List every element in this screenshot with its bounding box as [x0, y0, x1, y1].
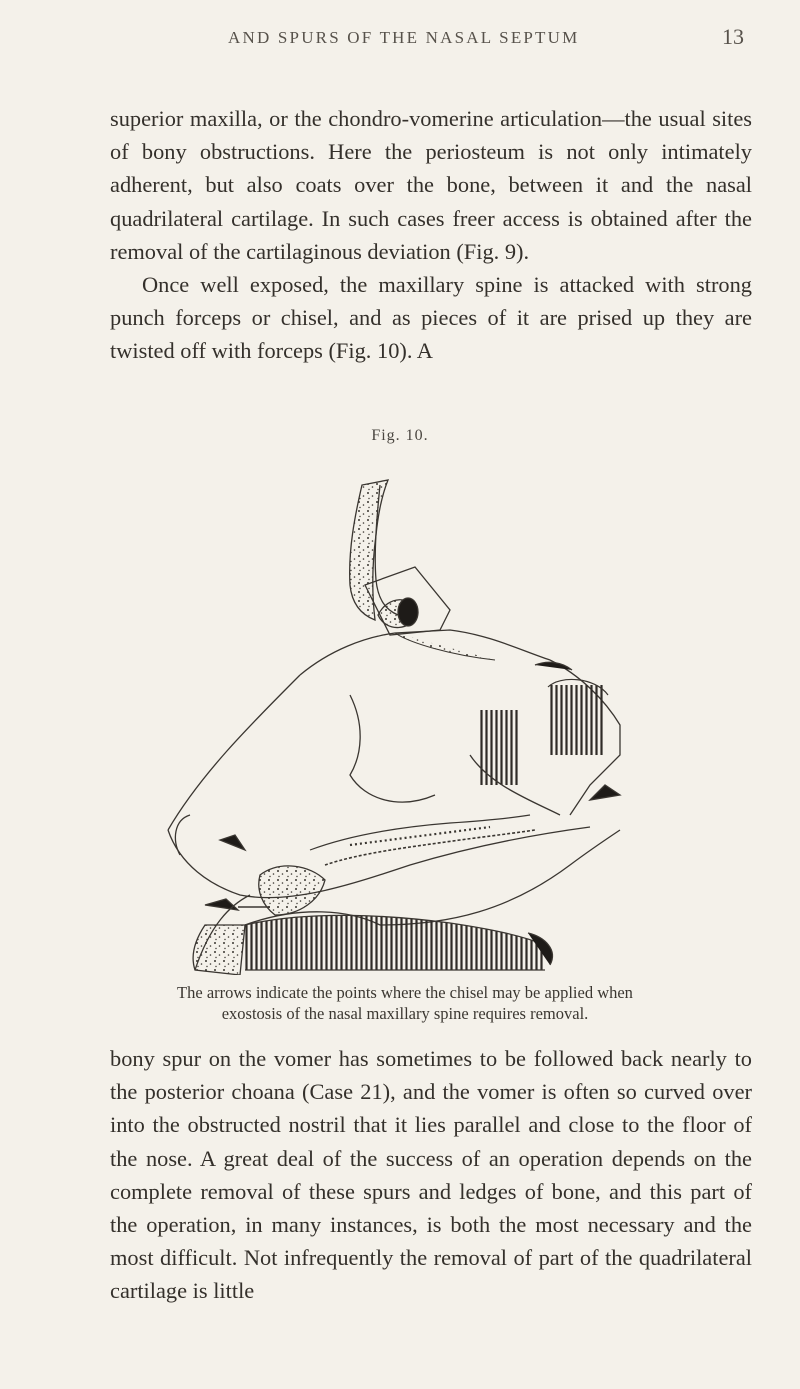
- body-text-top: [110, 102, 752, 368]
- page-number: 13: [722, 24, 744, 49]
- paragraph: Once well exposed, the maxillary spine is attacked with strong punch forceps or chisel, and as pieces of it are prised up they are twisted off with forceps (Fig. 10). A: [110, 272, 752, 364]
- paragraph: superior maxilla, or the chondro-vomerine articulation—the usual sites of bony obstructions. Here the periosteum is not only intimately adherent, but also coats over the bone, between it and the nasal quadrilateral cartilage. In such cases freer access is obtained after the removal of the cartilaginous deviation (Fig. 9).: [110, 106, 752, 264]
- body-text-bottom: [110, 1042, 752, 1308]
- paragraph: bony spur on the vomer has sometimes to be followed back nearly to the posterior choana (Case 21), and the vomer is often so curved over into the obstructed nostril that it lies parallel and close to the floor of the nose. A great deal of the success of an operation depends on the complete removal of these spurs and ledges of bone, and this part of the operation, in many instances, is both the most necessary and the most difficult. Not infrequently the removal of part of the quadrilateral cartilage is little: [110, 1046, 752, 1304]
- figure-illustration: [150, 455, 650, 975]
- running-title: AND SPURS OF THE NASAL SEPTUM: [228, 28, 580, 47]
- nasal-septum-illustration: [150, 455, 650, 975]
- page-header: [0, 22, 800, 62]
- caption-text: The arrows indicate the points where the chisel may be applied when exostosis of the nasal maxillary spine requires removal.: [177, 983, 633, 1023]
- figure-label: Fig. 10.: [371, 427, 429, 444]
- figure-caption: [160, 982, 650, 1024]
